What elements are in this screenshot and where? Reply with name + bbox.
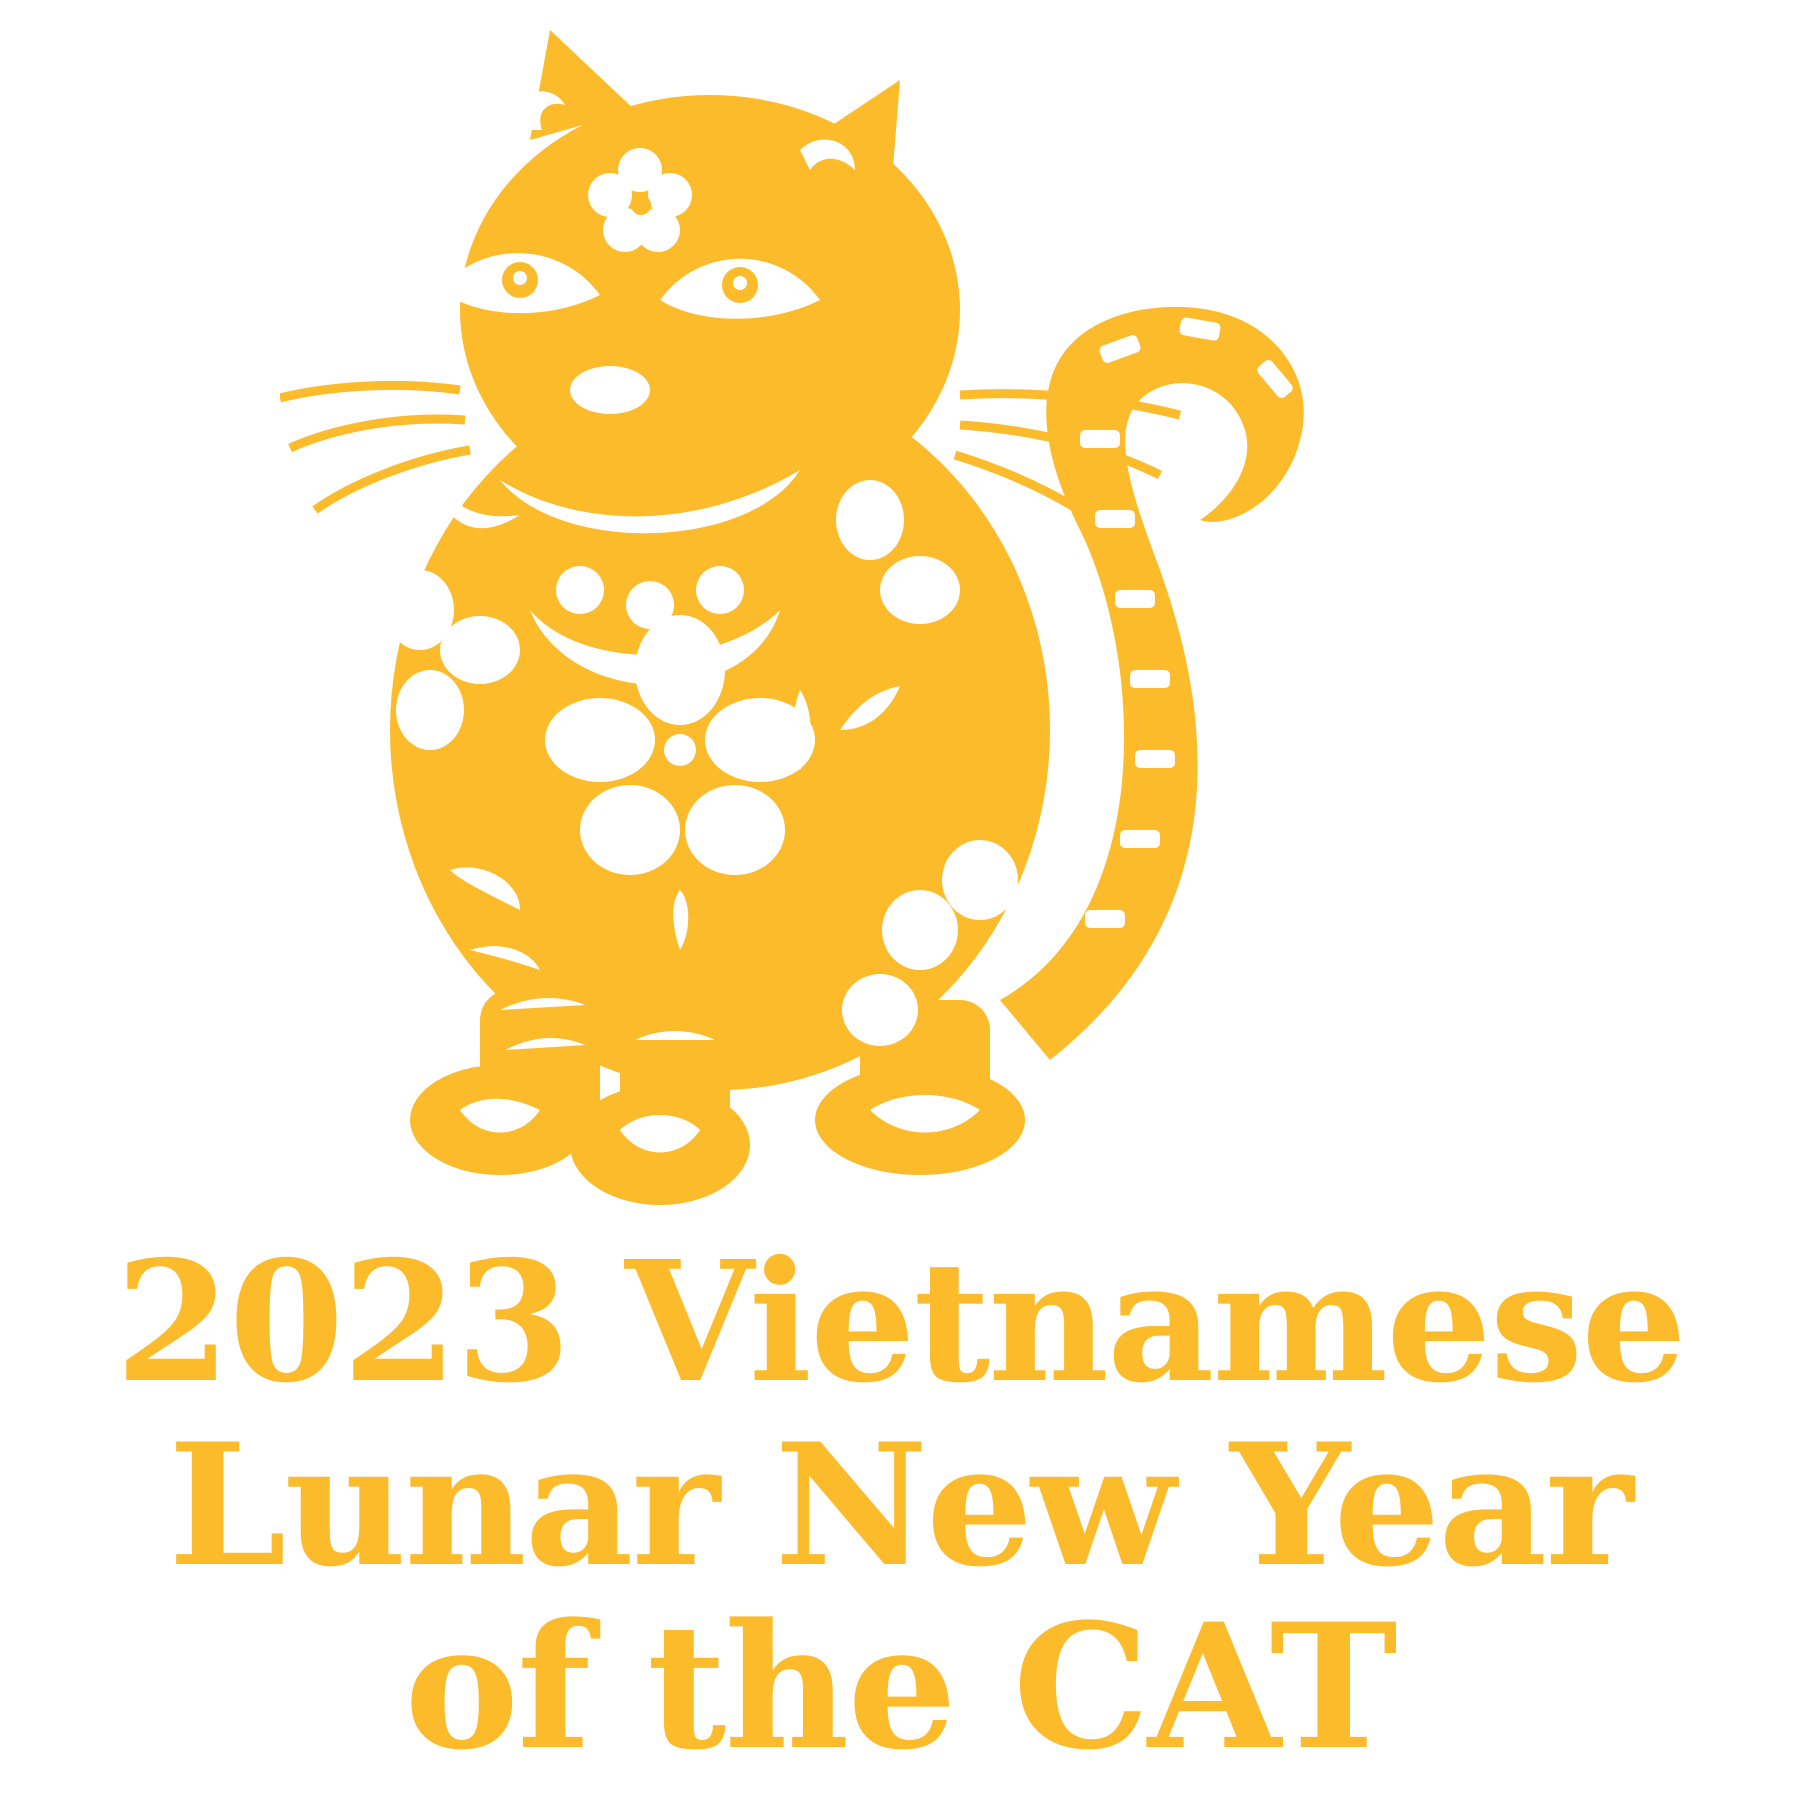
paper-cut-cat-icon bbox=[280, 10, 1540, 1230]
title-line-2: Lunar New Year bbox=[168, 1406, 1632, 1604]
title-line-3: of the CAT bbox=[404, 1585, 1396, 1788]
poster-title bbox=[0, 1225, 1800, 1788]
title-line-1: 2023 Vietnamese bbox=[115, 1225, 1685, 1420]
